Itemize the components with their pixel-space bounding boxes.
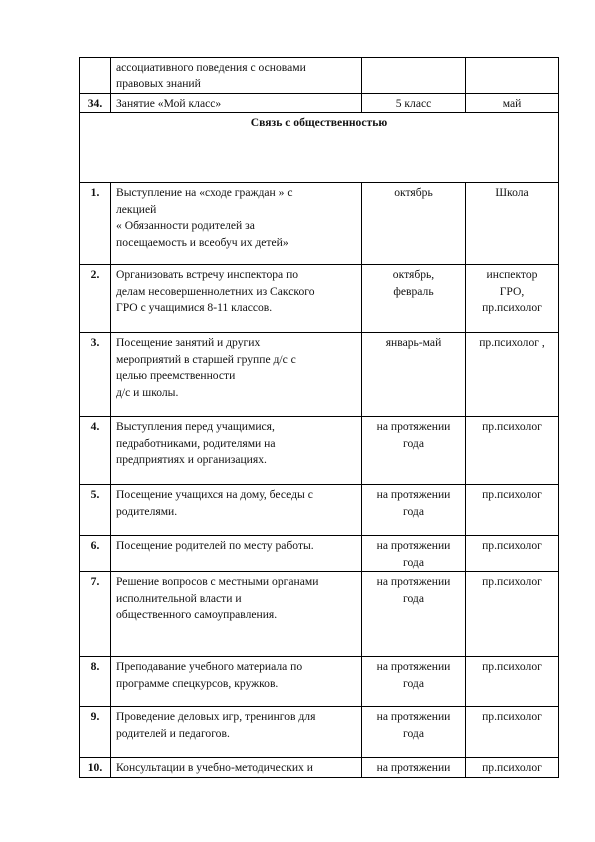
cell-line: года — [403, 726, 424, 740]
responsible-person — [466, 536, 559, 572]
item-number: 4. — [80, 417, 111, 485]
activity-date — [362, 572, 466, 657]
cell-line: Организовать встречу инспектора по — [116, 268, 299, 282]
item-number: 3. — [80, 333, 111, 417]
cell-line: октябрь, — [392, 268, 435, 282]
cell-line: пр.психолог — [482, 539, 542, 553]
activity-description — [111, 758, 362, 777]
activity-description — [111, 572, 362, 657]
cell-line: ассоциативного поведения с основами — [116, 61, 306, 74]
cell-line: целью преемственности — [116, 369, 236, 383]
cell-line: родителями. — [116, 504, 178, 518]
responsible-person — [466, 93, 559, 112]
activity-date — [362, 485, 466, 536]
activity-description — [111, 333, 362, 417]
cell-line: пр.психолог — [482, 710, 542, 724]
table-row — [80, 536, 559, 572]
item-number: 5. — [80, 485, 111, 536]
cell-line: Решение вопросов с местными органами — [116, 575, 319, 589]
cell-line: пр.психолог — [482, 761, 542, 775]
cell-line: д/с и школы. — [116, 385, 179, 399]
cell-line: пр.психолог — [482, 301, 542, 315]
cell-line: пр.психолог , — [479, 336, 545, 350]
cell-line: ГРО с учащимися 8-11 классов. — [116, 301, 273, 315]
cell-line: исполнительной власти и — [116, 591, 242, 605]
table-row — [80, 417, 559, 485]
cell-line: года — [403, 436, 424, 450]
item-number: 10. — [80, 758, 111, 777]
responsible-person — [466, 58, 559, 94]
item-number: 8. — [80, 657, 111, 707]
item-number: 34. — [80, 93, 111, 112]
cell-line: май — [502, 96, 522, 110]
responsible-person — [466, 572, 559, 657]
activity-date — [362, 265, 466, 333]
responsible-person — [466, 485, 559, 536]
activity-description — [111, 58, 362, 94]
activity-description — [111, 265, 362, 333]
cell-line: делам несовершеннолетних из Сакского — [116, 284, 315, 298]
table-row — [80, 93, 559, 112]
responsible-person — [466, 657, 559, 707]
cell-line: на протяжении — [376, 660, 451, 674]
cell-line: программе спецкурсов, кружков. — [116, 676, 279, 690]
cell-line: предприятиях и организациях. — [116, 453, 267, 467]
activity-plan-body — [80, 58, 559, 778]
cell-line: педработниками, родителями на — [116, 436, 276, 450]
cell-line: Посещение родителей по месту работы. — [116, 539, 314, 553]
responsible-person — [466, 183, 559, 265]
activity-date — [362, 93, 466, 112]
activity-date — [362, 536, 466, 572]
activity-description — [111, 657, 362, 707]
cell-line: на протяжении — [376, 488, 451, 502]
cell-line: Посещение учащихся на дому, беседы с — [116, 488, 313, 502]
cell-line: года — [403, 504, 424, 518]
cell-line: на протяжении — [376, 575, 451, 589]
table-row — [80, 183, 559, 265]
activity-date — [362, 417, 466, 485]
cell-line: правовых знаний — [116, 77, 201, 91]
cell-line: года — [403, 591, 424, 605]
cell-line: Проведение деловых игр, тренингов для — [116, 710, 316, 724]
activity-description — [111, 417, 362, 485]
responsible-person — [466, 758, 559, 777]
table-row — [80, 707, 559, 758]
table-row — [80, 265, 559, 333]
activity-date — [362, 657, 466, 707]
cell-line: инспектор — [486, 268, 538, 282]
cell-line: Выступление на «сходе граждан » с — [116, 186, 293, 200]
cell-line: Преподавание учебного материала по — [116, 660, 303, 674]
responsible-person — [466, 265, 559, 333]
table-row — [80, 485, 559, 536]
cell-line: ГРО, — [499, 284, 525, 298]
cell-line: на протяжении — [376, 710, 451, 724]
item-number: 2. — [80, 265, 111, 333]
cell-line: Посещение занятий и других — [116, 336, 261, 350]
responsible-person — [466, 707, 559, 758]
activity-date — [362, 707, 466, 758]
responsible-person — [466, 417, 559, 485]
table-row — [80, 572, 559, 657]
activity-date — [362, 58, 466, 94]
cell-line: пр.психолог — [482, 488, 542, 502]
cell-line: посещаемость и всеобуч их детей» — [116, 235, 289, 249]
cell-line: Консультации в учебно-методических и — [116, 761, 313, 775]
item-number: 1. — [80, 183, 111, 265]
cell-line: общественного самоуправления. — [116, 608, 278, 622]
cell-line: пр.психолог — [482, 660, 542, 674]
cell-line: родителей и педагогов. — [116, 726, 230, 740]
activity-date — [362, 183, 466, 265]
activity-date — [362, 758, 466, 777]
activity-date — [362, 333, 466, 417]
cell-line: Выступления перед учащимися, — [116, 420, 275, 434]
cell-line: на протяжении — [376, 539, 451, 553]
cell-line: года — [403, 555, 424, 569]
cell-line: Занятие «Мой класс» — [116, 96, 222, 110]
activity-description — [111, 536, 362, 572]
cell-line: года — [403, 676, 424, 690]
table-row — [80, 657, 559, 707]
cell-line: январь-май — [385, 336, 442, 350]
cell-line: « Обязанности родителей за — [116, 219, 255, 233]
cell-line: лекцией — [116, 202, 157, 216]
activity-description — [111, 485, 362, 536]
responsible-person — [466, 333, 559, 417]
cell-line: на протяжении — [376, 761, 451, 775]
cell-line: Школа — [495, 186, 529, 200]
table-row — [80, 758, 559, 777]
activity-description — [111, 93, 362, 112]
table-row — [80, 58, 559, 94]
activity-description — [111, 183, 362, 265]
cell-line: пр.психолог — [482, 420, 542, 434]
table-row — [80, 333, 559, 417]
item-number — [80, 58, 111, 94]
cell-line: февраль — [393, 284, 434, 298]
cell-line: пр.психолог — [482, 575, 542, 589]
cell-line: 5 класс — [395, 96, 432, 110]
cell-line: на протяжении — [376, 420, 451, 434]
section-header-row — [80, 113, 559, 183]
section-title: Связь с общественностью — [80, 113, 559, 183]
activity-plan-table — [79, 57, 559, 778]
item-number: 9. — [80, 707, 111, 758]
cell-line: октябрь — [394, 186, 433, 200]
item-number: 6. — [80, 536, 111, 572]
cell-line: мероприятий в старшей группе д/с с — [116, 352, 296, 366]
item-number: 7. — [80, 572, 111, 657]
activity-description — [111, 707, 362, 758]
